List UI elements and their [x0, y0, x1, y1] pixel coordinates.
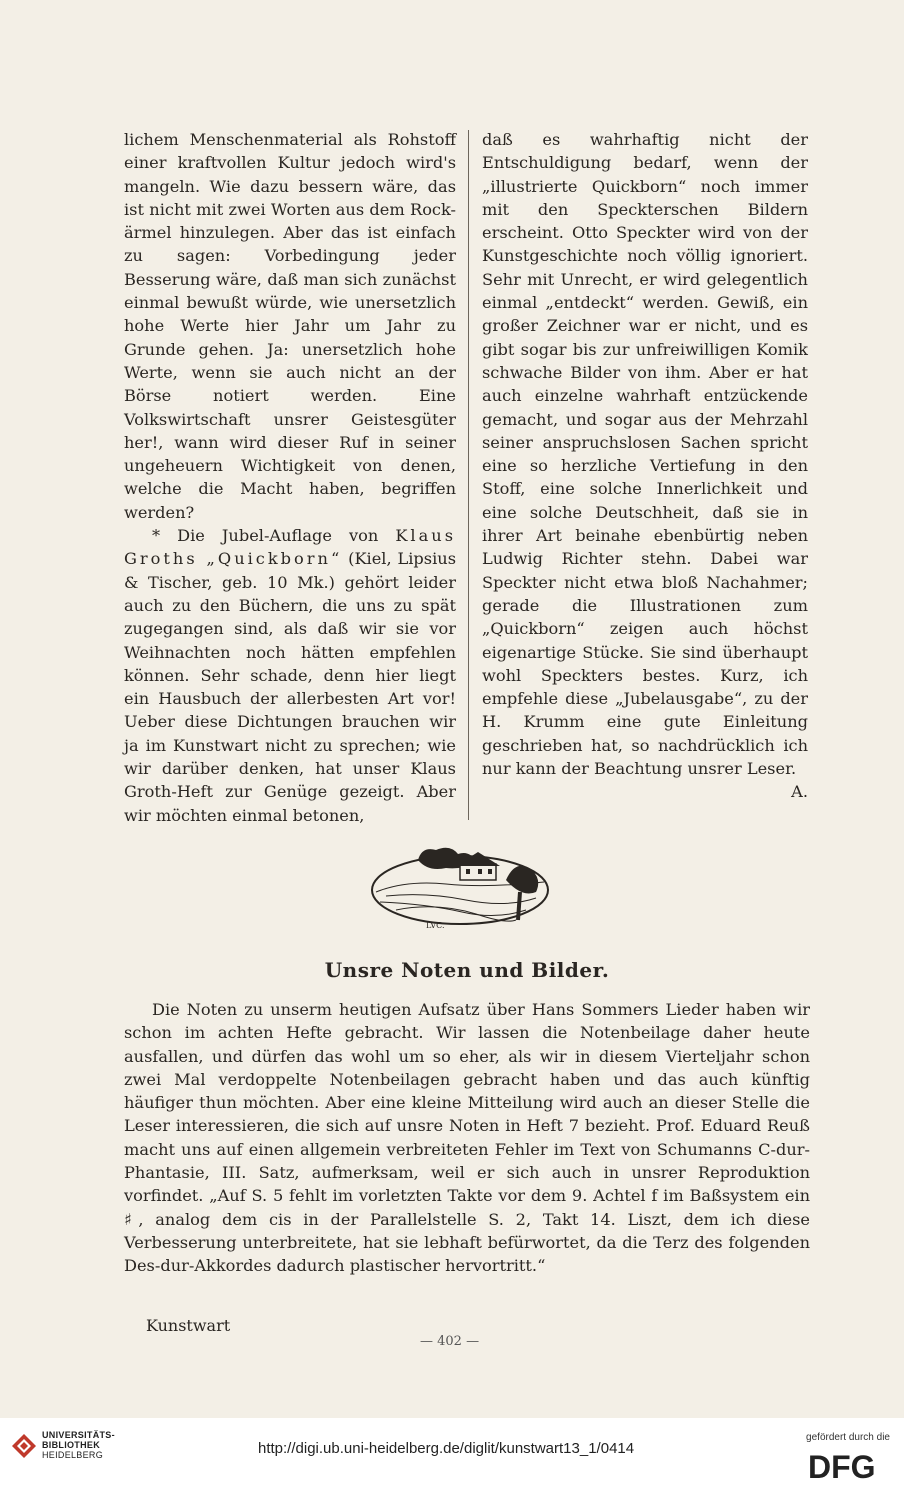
library-name	[42, 1430, 115, 1460]
library-name-line-2: BIBLIOTHEK	[42, 1440, 100, 1450]
quickborn-title: Klaus Groths „Quickborn“	[124, 526, 456, 569]
section-title: Unsre Noten und Bilder.	[324, 958, 610, 982]
section-body	[124, 998, 810, 1278]
left-column	[124, 128, 456, 827]
source-url-link[interactable]: http://digi.ub.uni-heidelberg.de/diglit/kunstwart13_1/0414	[258, 1440, 635, 1457]
funding-note: gefördert durch die	[806, 1432, 890, 1443]
column-divider	[468, 130, 469, 820]
right-paragraph-1: daß es wahrhaftig nicht der Entschuldigung bedarf, wenn der „illustrierte Quickborn“ noch immer mit den Speckterschen Bildern erscheint. Otto Speckter wird von der Kunstgeschichte noch völlig ignoriert. Sehr mit Unrecht, er wird gelegentlich einmal „entdeckt“ werden. Gewiß, ein großer Zeichner war er nicht, und es gibt sogar bis zur unfreiwilligen Komik schwache Bilder von ihm. Aber er hat auch einzelne wahrhaft entzückende gemacht, und sogar aus der Mehrzahl seiner anspruchslosen Sachen spricht eine so herzliche Vertiefung in den Stoff, eine solche Innerlichkeit und eine solche Deutschheit, daß sie in ihrer Art beinahe ebenbürtig neben Ludwig Richter stehn. Dabei war Speckter nicht etwa bloß Nachahmer; gerade die Illustrationen zum „Quickborn“ zeigen auch höchst eigenartige Stücke. Sie sind überhaupt wohl Speckters bestes. Kurz, ich empfehle diese „Jubelausgabe“, zu der H. Krumm eine gute Einleitung geschrieben hat, so nachdrücklich ich nur kann der Beachtung unsrer Leser.	[482, 130, 808, 779]
left-paragraph-1: lichem Menschenmaterial als Rohstoff einer kraftvollen Kultur jedoch wird's mangeln. Wie dazu bessern wäre, das ist nicht mit zwei Worten aus dem Rock-ärmel hinzulegen. Aber das ist einfach zu sagen: Vorbedingung jeder Besserung wäre, daß man sich zunächst einmal bewußt würde, wie unersetzlich hohe Werte hier Jahr um Jahr zu Grunde gehen. Ja: unersetzlich hohe Werte, wenn sie auch nicht an der Börse notiert werden. Eine Volkswirtschaft unsrer Geistesgüter her!, wann wird dieser Ruf in seiner ungeheuern Wichtigkeit von denen, welche die Macht haben, begriffen werden?	[124, 130, 456, 522]
library-name-line-3: HEIDELBERG	[42, 1450, 104, 1460]
vignette-initials: LVC.	[426, 921, 445, 930]
jubilee-note-text: (Kiel, Lipsius & Tischer, geb. 10 Mk.) gehört leider auch zu den Büchern, die uns zu spät zugegangen sind, als daß wir sie vor Weihnachten noch hätten empfehlen können. Sehr schade, denn hier liegt ein Hausbuch der allerbesten Art vor! Ueber diese Dichtungen brauchen wir ja im Kunstwart nicht zu sprechen; wie wir darüber denken, hat unser Klaus Groth-Heft zur Genüge gezeigt. Aber wir möchten einmal betonen,	[124, 549, 457, 825]
jubilee-note-prefix: * Die Jubel-Auflage von	[152, 526, 379, 546]
section-paragraph: Die Noten zu unserm heutigen Aufsatz über Hans Sommers Lieder haben wir schon im achten Hefte gebracht. Wir lassen die Notenbeilage daher heute ausfallen, und dürfen das wohl um so eher, als wir in diesem Vierteljahr schon zwei Mal verdoppelte Notenbeilagen gebracht haben und das auch künftig häufiger thun möchten. Aber eine kleine Mitteilung wird auch an dieser Stelle die Leser interessieren, die sich auf unsre Noten in Heft 7 bezieht. Prof. Eduard Reuß macht uns auf einen allgemein verbreiteten Fehler im Text von Schumanns C-dur-Phantasie, III. Satz, aufmerksam, weil er sich auch in unsrer Reproduktion vorfindet. „Auf S. 5 fehlt im vorletzten Takte vor dem 9. Achtel f im Baßsystem ein ♯, analog dem cis in der Parallelstelle S. 2, Takt 14. Liszt, dem ich diese Verbesserung unterbreitete, hat sie lebhaft befürwortet, da die Terz des folgenden Des-dur-Akkordes dadurch plastischer hervortritt.“	[124, 1000, 810, 1276]
page-number: — 402 —	[420, 1334, 480, 1349]
dfg-logo-text: DFG	[808, 1450, 876, 1482]
landscape-vignette-image	[366, 840, 554, 930]
viewer-footer	[0, 1418, 904, 1492]
library-name-line-1: UNIVERSITÄTS-	[42, 1430, 115, 1440]
university-library-logo-icon	[10, 1432, 38, 1460]
dfg-logo-icon	[808, 1450, 892, 1482]
article-signature: A.	[791, 782, 808, 802]
right-column	[482, 128, 808, 804]
left-paragraph-2	[124, 524, 456, 827]
running-footer-title: Kunstwart	[146, 1316, 231, 1335]
